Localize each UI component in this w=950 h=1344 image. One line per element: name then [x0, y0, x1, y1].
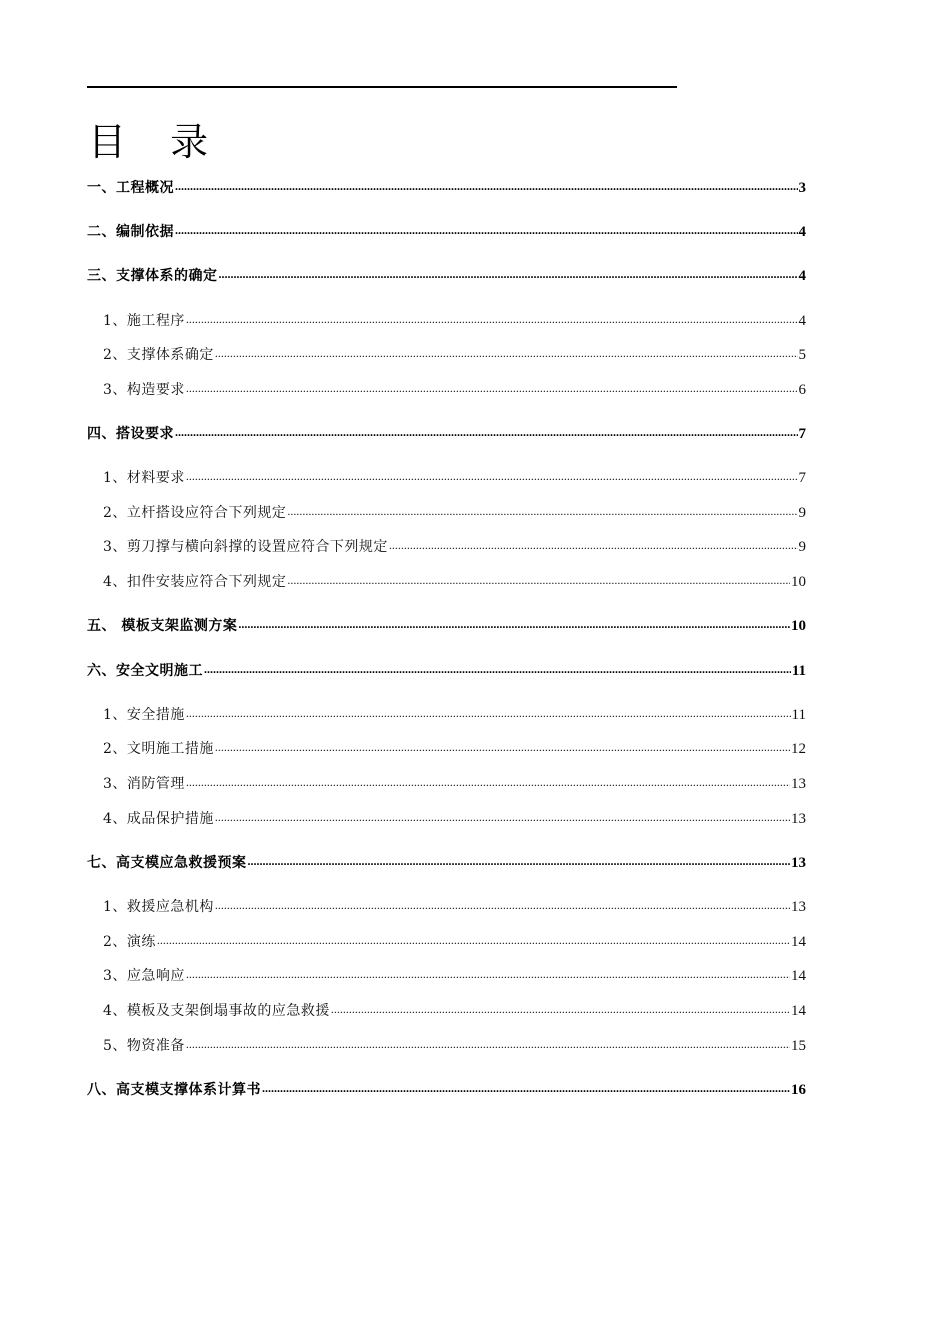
toc-dot-leader [287, 503, 797, 517]
toc-page-number: 14 [791, 968, 806, 984]
toc-page-number: 10 [791, 574, 806, 590]
toc-subsection-link[interactable] [87, 773, 806, 793]
toc-entry-label: 2、立杆搭设应符合下列规定 [103, 505, 287, 521]
toc-subsection-link[interactable] [87, 704, 806, 724]
toc-page-number: 4 [798, 313, 806, 329]
toc-page-number: 5 [798, 347, 806, 363]
toc-dot-leader [389, 537, 798, 551]
toc-page-number: 9 [798, 505, 806, 521]
toc-subsection-link[interactable] [87, 379, 806, 399]
toc-page-number: 13 [791, 855, 806, 871]
toc-title: 目 录 [88, 120, 225, 164]
toc-entry-label: 3、消防管理 [103, 776, 185, 792]
toc-section-link[interactable] [87, 615, 806, 635]
toc-section-link[interactable] [87, 1079, 806, 1099]
toc-subsection-link[interactable] [87, 344, 806, 364]
toc-page-number: 4 [798, 268, 806, 284]
toc-entry-label: 三、支撑体系的确定 [87, 268, 218, 284]
toc-entry-label: 1、施工程序 [103, 313, 185, 329]
toc-subsection-link[interactable] [87, 738, 806, 758]
toc-subsection-link[interactable] [87, 467, 806, 487]
toc-dot-leader [219, 266, 798, 280]
toc-page-number: 16 [791, 1082, 806, 1098]
toc-dot-leader [215, 809, 790, 823]
toc-page-number: 9 [798, 539, 806, 555]
toc-dot-leader [238, 616, 790, 630]
toc-subsection-link[interactable] [87, 310, 806, 330]
toc-subsection-link[interactable] [87, 896, 806, 916]
toc-entry-label: 1、救援应急机构 [103, 899, 214, 915]
toc-dot-leader [186, 774, 790, 788]
toc-dot-leader [186, 311, 798, 325]
toc-page-number: 7 [798, 470, 806, 486]
toc-dot-leader [186, 380, 798, 394]
toc-dot-leader [215, 897, 790, 911]
toc-page-number: 3 [798, 180, 806, 196]
toc-entry-label: 2、支撑体系确定 [103, 347, 214, 363]
toc-section-link[interactable] [87, 177, 806, 197]
toc-page-number: 7 [798, 426, 806, 442]
toc-dot-leader [186, 705, 791, 719]
toc-entry-label: 八、高支模支撑体系计算书 [87, 1082, 261, 1098]
toc-dot-leader [186, 468, 798, 482]
toc-subsection-link[interactable] [87, 808, 806, 828]
toc-page-number: 13 [791, 899, 806, 915]
toc-page-number: 4 [798, 224, 806, 240]
toc-entry-label: 2、演练 [103, 934, 156, 950]
toc-dot-leader [175, 222, 798, 236]
toc-section-link[interactable] [87, 660, 806, 680]
toc-page-number: 14 [791, 934, 806, 950]
toc-page-number: 10 [791, 618, 806, 634]
toc-entry-label: 1、材料要求 [103, 470, 185, 486]
toc-dot-leader [175, 424, 798, 438]
toc-dot-leader [204, 661, 791, 675]
toc-page-number: 11 [791, 707, 806, 723]
toc-dot-leader [186, 966, 790, 980]
toc-dot-leader [287, 572, 790, 586]
toc-entry-label: 一、工程概况 [87, 180, 174, 196]
toc-dot-leader [262, 1080, 790, 1094]
toc-subsection-link[interactable] [87, 571, 806, 591]
toc-section-link[interactable] [87, 221, 806, 241]
toc-page-number: 13 [791, 776, 806, 792]
toc-section-link[interactable] [87, 265, 806, 285]
toc-entry-label: 1、安全措施 [103, 707, 185, 723]
toc-page-number: 11 [791, 663, 806, 679]
toc-subsection-link[interactable] [87, 965, 806, 985]
toc-entry-label: 四、搭设要求 [87, 426, 174, 442]
toc-page-number: 12 [791, 741, 806, 757]
toc-subsection-link[interactable] [87, 536, 806, 556]
toc-entry-label: 二、编制依据 [87, 224, 174, 240]
toc-entry-label: 4、扣件安装应符合下列规定 [103, 574, 287, 590]
toc-page-number: 13 [791, 811, 806, 827]
toc-subsection-link[interactable] [87, 931, 806, 951]
toc-subsection-link[interactable] [87, 1035, 806, 1055]
toc-subsection-link[interactable] [87, 502, 806, 522]
toc-entry-label: 六、安全文明施工 [87, 663, 203, 679]
toc-page-number: 14 [791, 1003, 806, 1019]
toc-dot-leader [175, 178, 798, 192]
toc-page-number: 15 [791, 1038, 806, 1054]
toc-dot-leader [331, 1001, 790, 1015]
toc-entry-label: 3、剪刀撑与横向斜撑的设置应符合下列规定 [103, 539, 388, 555]
toc-dot-leader [215, 739, 790, 753]
toc-entry-label: 3、应急响应 [103, 968, 185, 984]
toc-entry-label: 4、模板及支架倒塌事故的应急救援 [103, 1003, 330, 1019]
toc-entry-label: 4、成品保护措施 [103, 811, 214, 827]
toc-section-link[interactable] [87, 423, 806, 443]
toc-dot-leader [186, 1036, 790, 1050]
toc-entry-label: 3、构造要求 [103, 382, 185, 398]
toc-dot-leader [215, 345, 798, 359]
toc-entry-label: 5、物资准备 [103, 1038, 185, 1054]
toc-entry-label: 七、高支模应急救援预案 [87, 855, 247, 871]
toc-dot-leader [248, 853, 791, 867]
toc-page-number: 6 [798, 382, 806, 398]
toc-section-link[interactable] [87, 852, 806, 872]
toc-entry-label: 2、文明施工措施 [103, 741, 214, 757]
header-rule [87, 86, 677, 88]
toc-dot-leader [157, 932, 790, 946]
toc-entry-label: 五、 模板支架监测方案 [87, 618, 238, 634]
toc-subsection-link[interactable] [87, 1000, 806, 1020]
